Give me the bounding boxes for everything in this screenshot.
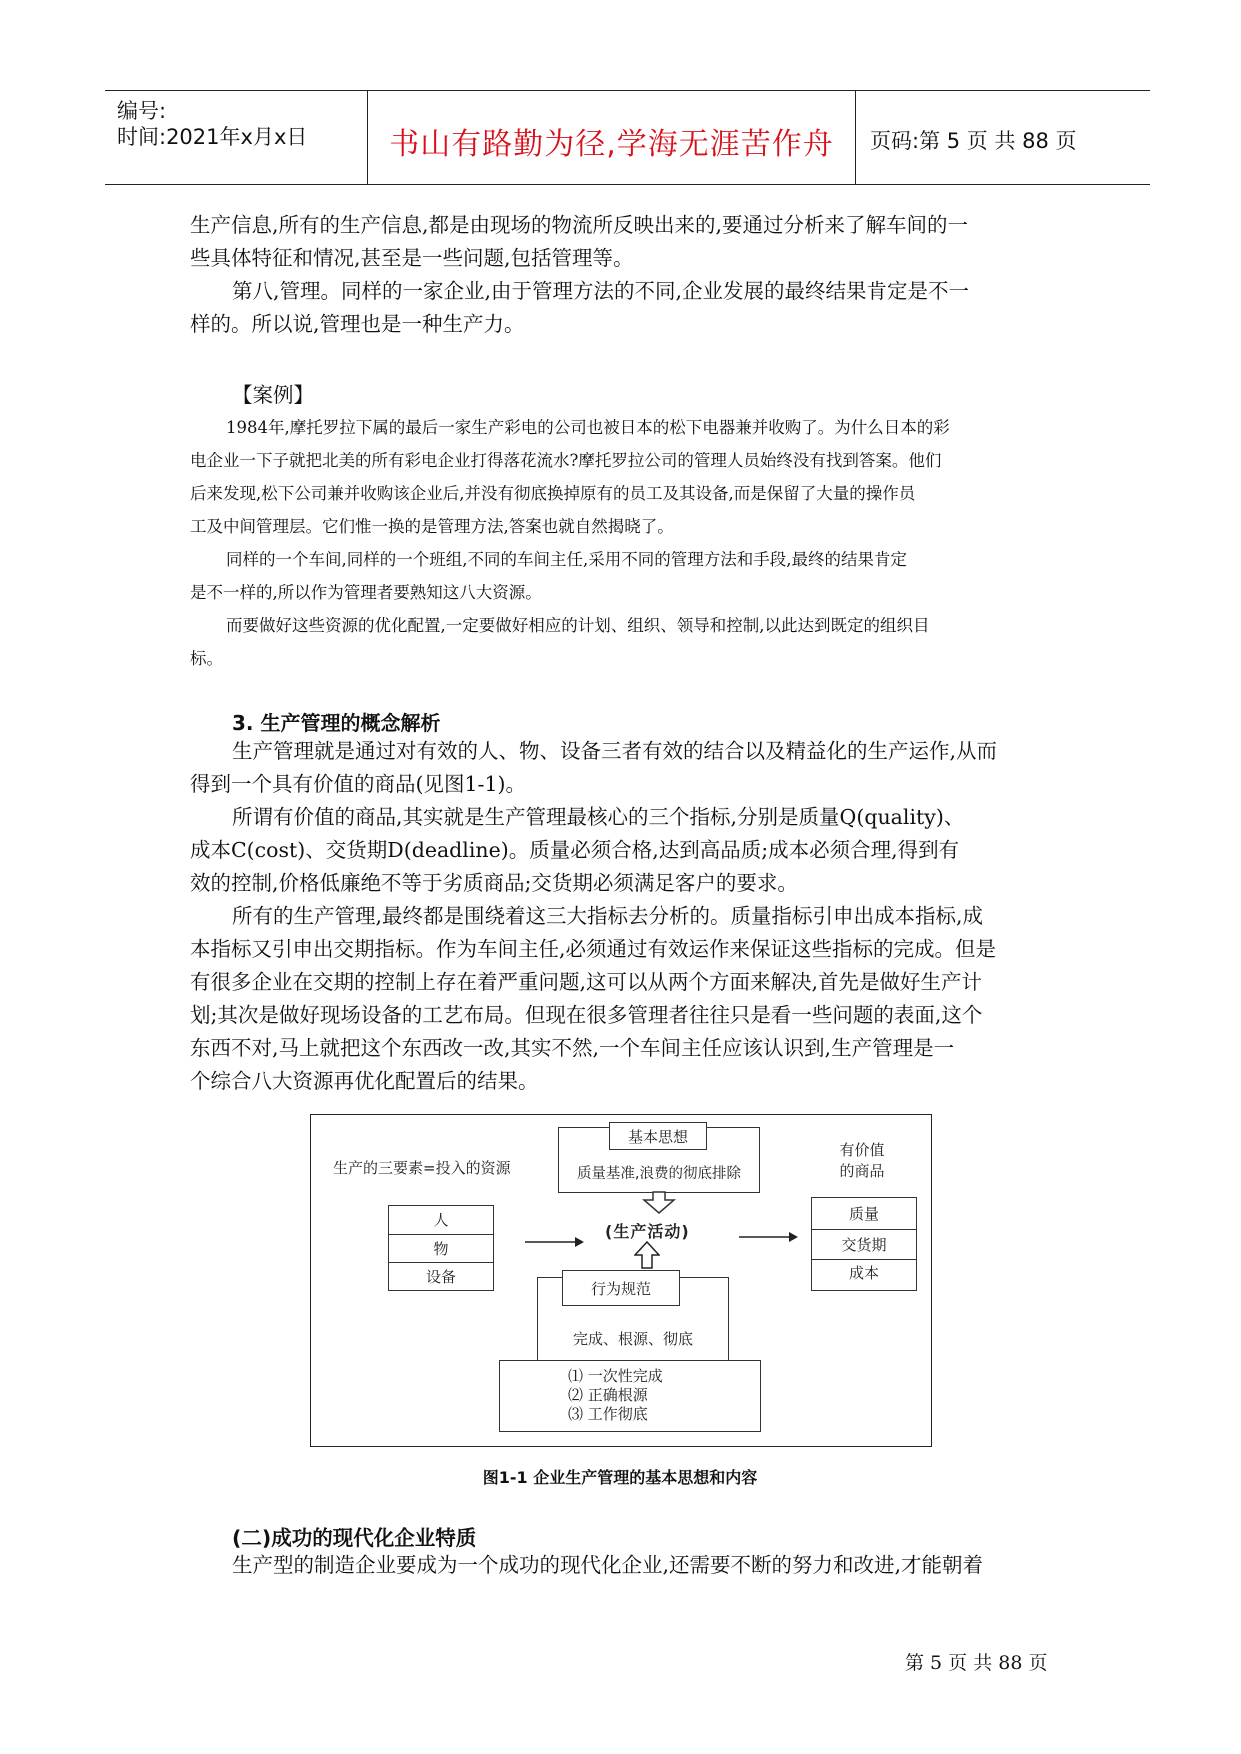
case-text	[190, 411, 1060, 675]
output-delivery: 交货期	[841, 1236, 887, 1254]
case-line: 电企业一下子就把北美的所有彩电企业打得落花流水?摩托罗拉公司的管理人员始终没有找到答案。他们	[190, 451, 942, 470]
divider	[389, 1262, 493, 1263]
principles-list	[568, 1367, 663, 1424]
paragraph-line: 生产管理就是通过对有效的人、物、设备三者有效的结合以及精益化的生产运作,从而	[232, 739, 998, 763]
case-line: 工及中间管理层。它们惟一换的是管理方法,答案也就自然揭晓了。	[190, 517, 674, 536]
valuable-goods-line: 有价值	[839, 1141, 885, 1159]
valuable-goods-line: 的商品	[839, 1162, 885, 1180]
principle-item: ⑴ 一次性完成	[568, 1367, 663, 1385]
outputs-box	[811, 1197, 917, 1291]
body-paragraphs-top	[190, 209, 1060, 341]
header-page-number: 页码:第 5 页 共 88 页	[870, 129, 1077, 153]
paragraph-line: 生产信息,所有的生产信息,都是由现场的物流所反映出来的,要通过分析来了解车间的一	[190, 213, 969, 237]
behavior-content: 完成、根源、彻底	[572, 1330, 693, 1348]
basic-idea-title: 基本思想	[627, 1128, 688, 1146]
divider	[812, 1259, 916, 1260]
inputs-box	[388, 1205, 494, 1291]
output-cost: 成本	[848, 1264, 879, 1282]
paragraph-line: 东西不对,马上就把这个东西改一改,其实不然,一个车间主任应该认识到,生产管理是一	[190, 1036, 955, 1060]
paragraph-line: 样的。所以说,管理也是一种生产力。	[190, 312, 525, 336]
section2-paragraphs	[190, 1549, 1060, 1582]
principles-box	[499, 1360, 761, 1432]
paragraph-line: 所谓有价值的商品,其实就是生产管理最核心的三个指标,分别是质量Q(quality)、	[232, 805, 965, 829]
input-person: 人	[433, 1211, 449, 1229]
figure-caption: 图1-1 企业生产管理的基本思想和内容	[482, 1468, 758, 1487]
paragraph-line: 本指标又引申出交期指标。作为车间主任,必须通过有效运作来保证这些指标的完成。但是	[190, 937, 997, 961]
input-equipment: 设备	[425, 1268, 456, 1286]
production-management-diagram	[310, 1114, 932, 1447]
paragraph-line: 生产型的制造企业要成为一个成功的现代化企业,还需要不断的努力和改进,才能朝着	[232, 1553, 984, 1577]
case-line: 后来发现,松下公司兼并收购该企业后,并没有彻底换掉原有的员工及其设备,而是保留了大量的操作员	[190, 484, 916, 503]
header-right-cell	[856, 91, 1150, 184]
input-material: 物	[433, 1240, 449, 1258]
header-left-cell	[105, 91, 368, 184]
paragraph-line: 第八,管理。同样的一家企业,由于管理方法的不同,企业发展的最终结果肯定是不一	[232, 279, 970, 303]
case-line: 而要做好这些资源的优化配置,一定要做好相应的计划、组织、领导和控制,以此达到既定的组织目	[226, 616, 930, 635]
down-arrow-icon	[641, 1191, 677, 1215]
document-time-label: 时间:2021年x月x日	[117, 125, 308, 149]
output-quality: 质量	[848, 1205, 879, 1223]
section-heading: (二)成功的现代化企业特质	[232, 1526, 477, 1550]
divider	[812, 1229, 916, 1230]
case-line: 是不一样的,所以作为管理者要熟知这八大资源。	[190, 583, 542, 602]
right-arrow-icon	[739, 1230, 799, 1244]
principle-item: ⑵ 正确根源	[568, 1386, 648, 1404]
paragraph-line: 所有的生产管理,最终都是围绕着这三大指标去分析的。质量指标引申出成本指标,成	[232, 904, 984, 928]
case-line: 标。	[190, 649, 223, 668]
behavior-box	[537, 1277, 729, 1363]
basic-idea-title-box	[609, 1122, 707, 1150]
case-line: 同样的一个车间,同样的一个班组,不同的车间主任,采用不同的管理方法和手段,最终的结果肯定	[226, 550, 907, 569]
page-footer: 第 5 页 共 88 页	[905, 1652, 1048, 1674]
paragraph-line: 有很多企业在交期的控制上存在着严重问题,这可以从两个方面来解决,首先是做好生产计	[190, 970, 983, 994]
page-header	[105, 90, 1150, 185]
three-elements-label: 生产的三要素=投入的资源	[333, 1159, 511, 1177]
case-title: 【案例】	[232, 383, 314, 407]
paragraph-line: 些具体特征和情况,甚至是一些问题,包括管理等。	[190, 246, 634, 270]
paragraph-line: 成本C(cost)、交货期D(deadline)。质量必须合格,达到高品质;成本必须合理,得到有	[190, 838, 960, 862]
behavior-title-box	[562, 1270, 680, 1306]
basic-idea-box	[558, 1127, 760, 1193]
paragraph-line: 效的控制,价格低廉绝不等于劣质商品;交货期必须满足客户的要求。	[190, 871, 798, 895]
production-activity-label: (生产活动)	[605, 1222, 690, 1241]
behavior-title: 行为规范	[590, 1280, 651, 1298]
paragraph-line: 个综合八大资源再优化配置后的结果。	[190, 1069, 539, 1093]
paragraph-line: 得到一个具有价值的商品(见图1-1)。	[190, 772, 527, 796]
paragraph-line: 划;其次是做好现场设备的工艺布局。但现在很多管理者往往只是看一些问题的表面,这个	[190, 1003, 983, 1027]
header-motto: 书山有路勤为径,学海无涯苦作舟	[389, 127, 834, 162]
valuable-goods-label	[832, 1139, 892, 1181]
divider	[389, 1234, 493, 1235]
case-line: 1984年,摩托罗拉下属的最后一家生产彩电的公司也被日本的松下电器兼并收购了。为什么日本的彩	[226, 418, 950, 437]
section-heading: 3. 生产管理的概念解析	[232, 711, 441, 735]
basic-idea-content: 质量基准,浪费的彻底排除	[576, 1166, 742, 1182]
right-arrow-icon	[525, 1235, 585, 1249]
up-arrow-icon	[634, 1241, 660, 1269]
principle-item: ⑶ 工作彻底	[568, 1405, 648, 1423]
header-middle-cell	[368, 91, 856, 184]
section3-paragraphs	[190, 735, 1060, 1098]
document-number-label: 编号:	[117, 99, 167, 123]
